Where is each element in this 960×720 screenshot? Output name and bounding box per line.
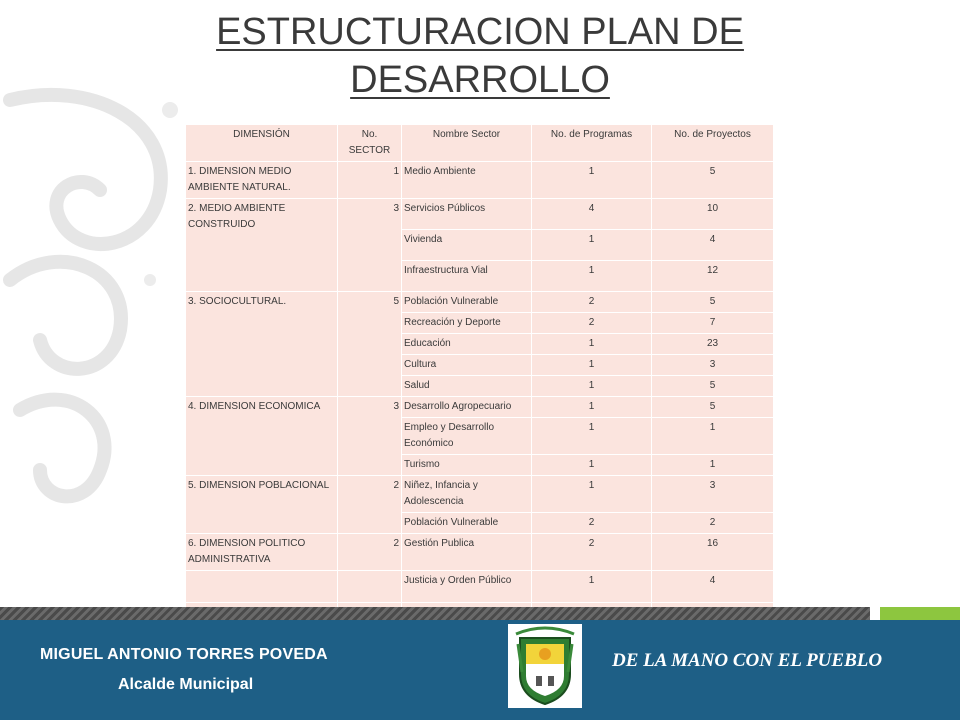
header-projects: No. de Proyectos bbox=[652, 125, 774, 162]
programs-cell: 1 bbox=[532, 376, 652, 397]
projects-cell: 5 bbox=[652, 376, 774, 397]
projects-cell: 1 bbox=[652, 418, 774, 455]
municipal-shield-icon bbox=[508, 624, 582, 708]
programs-cell: 4 bbox=[532, 199, 652, 230]
projects-cell: 7 bbox=[652, 313, 774, 334]
dimension-cell: 6. DIMENSION POLITICO ADMINISTRATIVA bbox=[186, 534, 338, 571]
sector-name-cell: Recreación y Deporte bbox=[402, 313, 532, 334]
sector-count-cell: 5 bbox=[338, 292, 402, 397]
slogan: DE LA MANO CON EL PUEBLO bbox=[612, 650, 883, 671]
programs-cell: 1 bbox=[532, 418, 652, 455]
programs-cell: 1 bbox=[532, 230, 652, 261]
sector-count-cell: 2 bbox=[338, 534, 402, 571]
sector-name-cell: Turismo bbox=[402, 455, 532, 476]
projects-cell: 3 bbox=[652, 355, 774, 376]
page-title bbox=[130, 8, 830, 104]
sector-name-cell: Desarrollo Agropecuario bbox=[402, 397, 532, 418]
dimension-cell: 4. DIMENSION ECONOMICA bbox=[186, 397, 338, 476]
programs-cell: 2 bbox=[532, 292, 652, 313]
sector-name-cell: Medio Ambiente bbox=[402, 162, 532, 199]
table-row bbox=[186, 476, 774, 513]
header-programs: No. de Programas bbox=[532, 125, 652, 162]
projects-cell: 10 bbox=[652, 199, 774, 230]
sector-name-cell: Población Vulnerable bbox=[402, 513, 532, 534]
header-sector-number: No. SECTOR bbox=[338, 125, 402, 162]
table-header-row bbox=[186, 125, 774, 162]
table-row bbox=[186, 199, 774, 230]
programs-cell: 1 bbox=[532, 162, 652, 199]
development-plan-table bbox=[185, 124, 774, 624]
sector-count-cell: 1 bbox=[338, 162, 402, 199]
sector-count-cell: 2 bbox=[338, 476, 402, 534]
sector-name-cell: Empleo y Desarrollo Económico bbox=[402, 418, 532, 455]
projects-cell: 23 bbox=[652, 334, 774, 355]
sector-count-cell: 3 bbox=[338, 199, 402, 292]
table-row bbox=[186, 292, 774, 313]
sector-name-cell: Servicios Públicos bbox=[402, 199, 532, 230]
accent-bar bbox=[880, 607, 960, 620]
projects-cell: 3 bbox=[652, 476, 774, 513]
header-sector-name: Nombre Sector bbox=[402, 125, 532, 162]
programs-cell: 2 bbox=[532, 313, 652, 334]
sector-name-cell: Población Vulnerable bbox=[402, 292, 532, 313]
mayor-role: Alcalde Municipal bbox=[118, 676, 254, 693]
sector-name-cell: Infraestructura Vial bbox=[402, 261, 532, 292]
mayor-name: MIGUEL ANTONIO TORRES POVEDA bbox=[40, 646, 328, 663]
projects-cell: 5 bbox=[652, 292, 774, 313]
programs-cell: 1 bbox=[532, 476, 652, 513]
sector-name-cell: Niñez, Infancia y Adolescencia bbox=[402, 476, 532, 513]
programs-cell: 2 bbox=[532, 534, 652, 571]
sector-name-cell: Justicia y Orden Público bbox=[402, 571, 532, 603]
decorative-swirl-icon bbox=[0, 80, 200, 560]
sector-name-cell: Educación bbox=[402, 334, 532, 355]
projects-cell: 5 bbox=[652, 162, 774, 199]
sector-name-cell: Cultura bbox=[402, 355, 532, 376]
sector-name-cell: Gestión Publica bbox=[402, 534, 532, 571]
empty-cell bbox=[338, 571, 402, 603]
title-line-2: DESARROLLO bbox=[350, 59, 610, 101]
empty-cell bbox=[186, 571, 338, 603]
table-row bbox=[186, 571, 774, 603]
table-row bbox=[186, 534, 774, 571]
dimension-cell: 1. DIMENSION MEDIO AMBIENTE NATURAL. bbox=[186, 162, 338, 199]
projects-cell: 12 bbox=[652, 261, 774, 292]
dimension-cell: 3. SOCIOCULTURAL. bbox=[186, 292, 338, 397]
programs-cell: 1 bbox=[532, 334, 652, 355]
municipal-logo bbox=[508, 624, 582, 708]
programs-cell: 1 bbox=[532, 397, 652, 418]
sector-name-cell: Salud bbox=[402, 376, 532, 397]
table-row bbox=[186, 162, 774, 199]
header-dimension: DIMENSIÓN bbox=[186, 125, 338, 162]
programs-cell: 1 bbox=[532, 355, 652, 376]
programs-cell: 1 bbox=[532, 261, 652, 292]
sector-name-cell: Vivienda bbox=[402, 230, 532, 261]
programs-cell: 2 bbox=[532, 513, 652, 534]
title-line-1: ESTRUCTURACION PLAN DE bbox=[216, 11, 744, 53]
programs-cell: 1 bbox=[532, 571, 652, 603]
dimension-cell: 5. DIMENSION POBLACIONAL bbox=[186, 476, 338, 534]
projects-cell: 1 bbox=[652, 455, 774, 476]
sector-count-cell: 3 bbox=[338, 397, 402, 476]
dimension-cell: 2. MEDIO AMBIENTE CONSTRUIDO bbox=[186, 199, 338, 292]
decorative-stripe bbox=[0, 607, 870, 620]
projects-cell: 5 bbox=[652, 397, 774, 418]
table-row bbox=[186, 397, 774, 418]
projects-cell: 4 bbox=[652, 230, 774, 261]
projects-cell: 16 bbox=[652, 534, 774, 571]
projects-cell: 4 bbox=[652, 571, 774, 603]
projects-cell: 2 bbox=[652, 513, 774, 534]
programs-cell: 1 bbox=[532, 455, 652, 476]
